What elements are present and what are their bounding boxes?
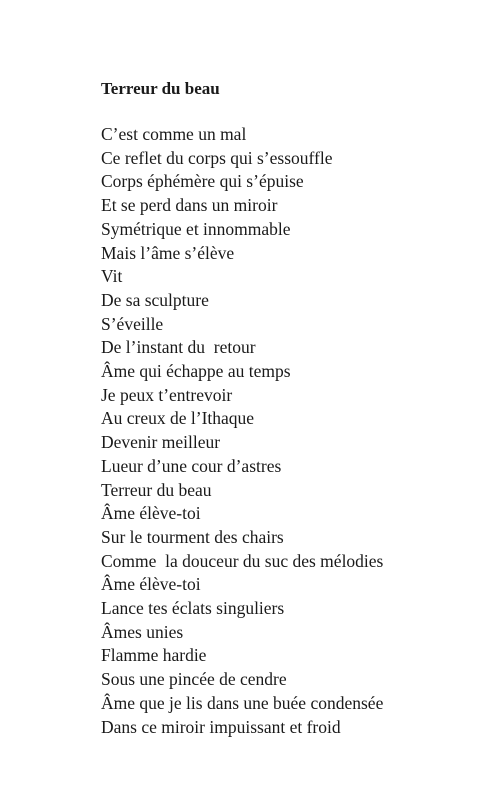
- poem-line: Ce reflet du corps qui s’essouffle: [101, 147, 333, 168]
- poem-line: Flamme hardie: [101, 645, 207, 666]
- poem-line: Je peux t’entrevoir: [101, 384, 233, 405]
- poem-line: Âme qui échappe au temps: [101, 361, 291, 382]
- poem-line: Sous une pincée de cendre: [101, 669, 287, 690]
- poem-line: Âme élève-toi: [101, 574, 201, 595]
- poem-line: Âme élève-toi: [101, 503, 201, 524]
- poem-line: Vit: [101, 266, 123, 287]
- poem-line: Lueur d’une cour d’astres: [101, 455, 282, 476]
- poem-title: Terreur du beau: [101, 79, 220, 98]
- poem-line: Âme que je lis dans une buée condensée: [101, 692, 384, 713]
- poem-line: Sur le tourment des chairs: [101, 526, 284, 547]
- poem-line: Lance tes éclats singuliers: [101, 598, 285, 619]
- poem-line: Corps éphémère qui s’épuise: [101, 171, 304, 192]
- poem-line: De sa sculpture: [101, 289, 209, 310]
- poem-line: C’est comme un mal: [101, 124, 247, 144]
- poem-line: Dans ce miroir impuissant et froid: [101, 716, 341, 737]
- poem-line: Symétrique et innommable: [101, 218, 291, 239]
- poem-line: Comme la douceur du suc des mélodies: [101, 550, 384, 571]
- poem-line: Devenir meilleur: [101, 432, 221, 453]
- poem-line: Mais l’âme s’élève: [101, 242, 235, 263]
- poem-line: De l’instant du retour: [101, 337, 256, 358]
- poem-line: Âmes unies: [101, 621, 184, 642]
- poem-line: Terreur du beau: [101, 479, 212, 500]
- poem-line: S’éveille: [101, 313, 164, 334]
- poem-line: Au creux de l’Ithaque: [101, 408, 255, 429]
- poem-lines: [101, 123, 383, 739]
- poem-line: Et se perd dans un miroir: [101, 195, 278, 216]
